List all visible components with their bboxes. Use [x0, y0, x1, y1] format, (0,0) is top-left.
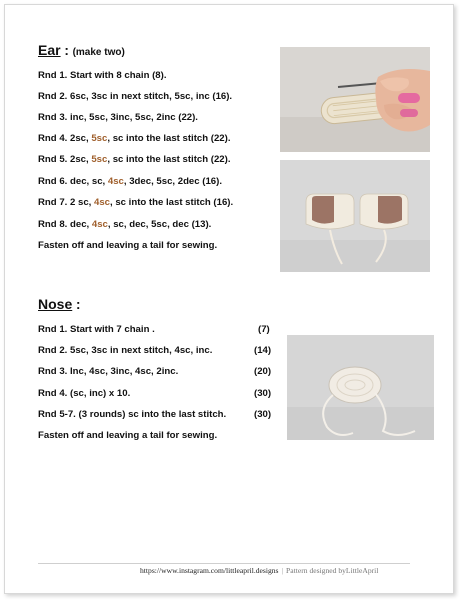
- nose-colon: :: [72, 297, 81, 312]
- ear-row-6: [38, 176, 222, 188]
- row-text: , sc into the last stitch (22).: [107, 154, 231, 165]
- nose-heading: [38, 296, 80, 312]
- row-label: Rnd 2.: [38, 345, 68, 356]
- ear-row-1: [38, 70, 166, 82]
- ear-photo-finished-ears: [280, 160, 430, 272]
- nose-row-2: [38, 345, 212, 357]
- ear-row-2: [38, 91, 232, 103]
- row-text: 5sc, 3sc in next stitch, 4sc, inc.: [67, 345, 213, 356]
- row-text: 6sc, 3sc in next stitch, 5sc, inc (16).: [67, 91, 233, 102]
- row-text: 2 sc,: [67, 197, 94, 208]
- row-text: 2sc,: [67, 133, 92, 144]
- nose-row-4: [38, 388, 130, 400]
- highlighted-stitch: 4sc: [91, 219, 108, 230]
- row-label: Rnd 1.: [38, 70, 68, 81]
- row-label: Rnd 4.: [38, 133, 68, 144]
- highlighted-stitch: 4sc: [94, 197, 111, 208]
- nose-row-5: [38, 409, 226, 421]
- ear-row-7: [38, 197, 233, 209]
- row-label: Rnd 6.: [38, 176, 68, 187]
- row-text: , sc, dec, 5sc, dec (13).: [107, 219, 212, 230]
- ear-heading: [38, 42, 125, 58]
- stitch-count: (30): [254, 388, 272, 399]
- nose-title: Nose: [38, 296, 73, 312]
- row-text: inc, 5sc, 3inc, 5sc, 2inc (22).: [67, 112, 198, 123]
- row-text: (sc, inc) x 10.: [67, 388, 131, 399]
- ear-fasten-text: Fasten off and leaving a tail for sewing.: [38, 240, 218, 251]
- ear-row-3: [38, 112, 198, 124]
- row-label: Rnd 1.: [38, 324, 68, 335]
- ear-row-5: [38, 154, 231, 166]
- row-text: dec,: [67, 219, 92, 230]
- row-text: dec, sc,: [67, 176, 108, 187]
- nose-row-3: [38, 366, 178, 378]
- ear-photo-crocheting: [280, 47, 430, 152]
- ear-row-8: [38, 219, 211, 231]
- row-label: Rnd 5.: [38, 154, 68, 165]
- stitch-count: (20): [254, 366, 272, 377]
- ear-colon: :: [60, 43, 73, 58]
- finished-ears-illustration: [280, 160, 430, 272]
- row-label: Rnd 8.: [38, 219, 68, 230]
- ear-note: (make two): [72, 47, 125, 58]
- nose-fasten-text: Fasten off and leaving a tail for sewing.: [38, 430, 218, 441]
- row-text: , sc into the last stitch (22).: [107, 133, 231, 144]
- stitch-count: (7): [258, 324, 270, 335]
- footer-divider: [38, 563, 410, 564]
- row-text: Start with 7 chain .: [67, 324, 155, 335]
- nose-illustration: [287, 335, 434, 440]
- row-label: Rnd 3.: [38, 112, 68, 123]
- instagram-link[interactable]: https://www.instagram.com/littleapril.designs: [140, 566, 279, 575]
- row-label: Rnd 2.: [38, 91, 68, 102]
- nose-row-1: [38, 324, 155, 336]
- highlighted-stitch: 5sc: [91, 133, 108, 144]
- ear-title: Ear: [38, 42, 61, 58]
- row-label: Rnd 4.: [38, 388, 68, 399]
- row-label: Rnd 7.: [38, 197, 68, 208]
- nose-photo: [287, 335, 434, 440]
- highlighted-stitch: 5sc: [91, 154, 108, 165]
- highlighted-stitch: 4sc: [107, 176, 124, 187]
- footer-separator: |: [281, 566, 284, 575]
- row-text: , 3dec, 5sc, 2dec (16).: [123, 176, 223, 187]
- row-label: Rnd 5-7.: [38, 409, 76, 420]
- row-text: Start with 8 chain (8).: [67, 70, 167, 81]
- row-text: 2sc,: [67, 154, 92, 165]
- row-text: , sc into the last stitch (16).: [110, 197, 234, 208]
- designer-credit: Pattern designed byLittleApril: [286, 566, 379, 575]
- stitch-count: (14): [254, 345, 272, 356]
- crocheting-illustration: [280, 47, 430, 152]
- row-text: (3 rounds) sc into the last stitch.: [75, 409, 227, 420]
- stitch-count: (30): [254, 409, 272, 420]
- row-label: Rnd 3.: [38, 366, 68, 377]
- footer: [140, 566, 378, 575]
- ear-row-4: [38, 133, 231, 145]
- row-text: Inc, 4sc, 3inc, 4sc, 2inc.: [67, 366, 179, 377]
